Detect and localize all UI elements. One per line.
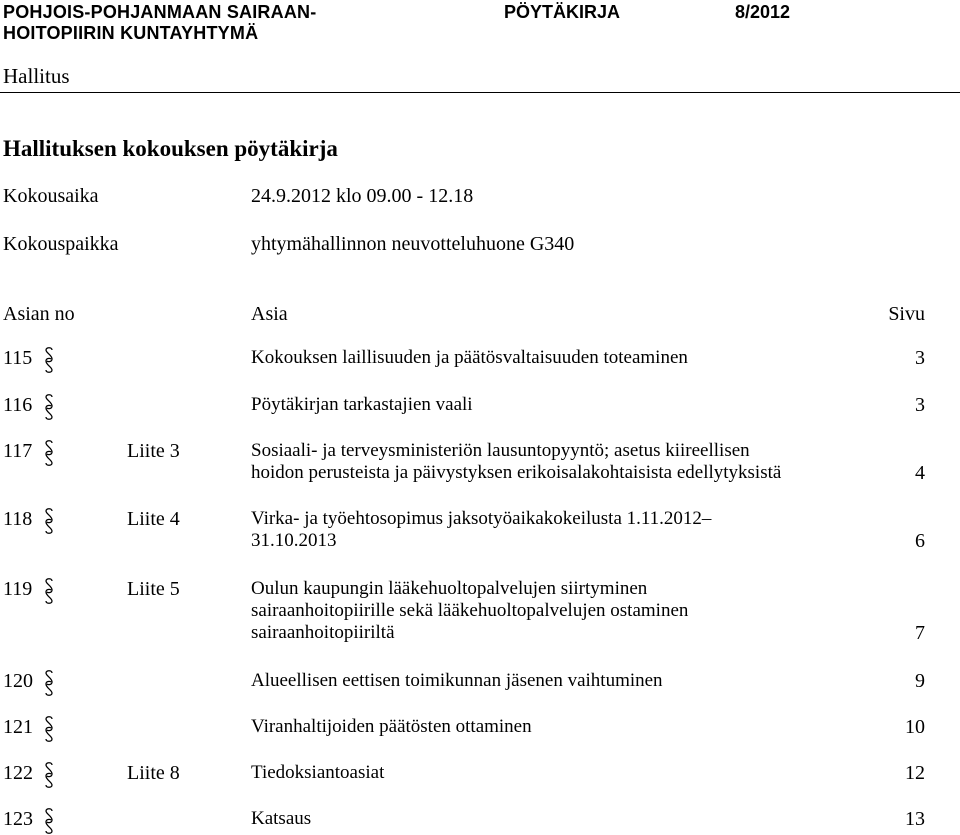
- agenda-page: 6: [915, 530, 925, 552]
- organization-name-line2: HOITOPIIRIN KUNTAYHTYMÄ: [3, 23, 259, 43]
- agenda-title: [251, 578, 891, 644]
- organization-name: [3, 2, 316, 44]
- agenda-title: [251, 347, 891, 369]
- agenda-title-line: Viranhaltijoiden päätösten ottaminen: [251, 716, 532, 737]
- agenda-page: 9: [915, 670, 925, 692]
- section-sign-icon: [43, 716, 55, 742]
- agenda-number: 117: [3, 440, 33, 462]
- meeting-time-value: 24.9.2012 klo 09.00 - 12.18: [251, 185, 474, 207]
- agenda-number: 116: [3, 394, 33, 416]
- agenda-title-line: Katsaus: [251, 808, 312, 829]
- agenda-attachment: Liite 8: [127, 762, 180, 784]
- document-number: 8/2012: [735, 2, 791, 22]
- agenda-title-line: Pöytäkirjan tarkastajien vaali: [251, 394, 473, 415]
- agenda-title-line: Tiedoksiantoasiat: [251, 762, 385, 783]
- column-header-subject: Asia: [251, 303, 288, 325]
- column-header-number: Asian no: [3, 303, 75, 325]
- organization-name-line1: POHJOIS-POHJANMAAN SAIRAAN-: [3, 2, 317, 22]
- section-sign-icon: [43, 762, 55, 788]
- agenda-page: 3: [915, 347, 925, 369]
- agenda-title: [251, 508, 891, 552]
- meeting-place-label: Kokouspaikka: [3, 233, 119, 255]
- agenda-title: [251, 762, 891, 784]
- section-sign-icon: [43, 670, 55, 696]
- agenda-number: 115: [3, 347, 33, 369]
- document-header: [0, 0, 960, 93]
- document-type: PÖYTÄKIRJA: [504, 2, 621, 22]
- meeting-time-label: Kokousaika: [3, 185, 99, 207]
- agenda-title-line: Virka- ja työehtosopimus jaksotyöaikakokeilusta 1.11.2012–: [251, 508, 712, 529]
- agenda-number: 121: [3, 716, 33, 738]
- agenda-title-line: Alueellisen eettisen toimikunnan jäsenen vaihtuminen: [251, 670, 663, 691]
- agenda-page: 12: [905, 762, 925, 784]
- agenda-page: 4: [915, 462, 925, 484]
- agenda-title-line: Kokouksen laillisuuden ja päätösvaltaisuuden toteaminen: [251, 347, 688, 368]
- agenda-page: 7: [915, 622, 925, 644]
- agenda-title-line: Sosiaali- ja terveysministeriön lausuntopyyntö; asetus kiireellisen: [251, 440, 750, 461]
- column-header-page: Sivu: [888, 303, 925, 325]
- agenda-number: 119: [3, 578, 33, 600]
- section-sign-icon: [43, 808, 55, 834]
- agenda-page: 13: [905, 808, 925, 830]
- agenda-attachment: Liite 3: [127, 440, 180, 462]
- section-sign-icon: [43, 347, 55, 373]
- agenda-title-line: hoidon perusteista ja päivystyksen erikoisalakohtaisista edellytyksistä: [251, 462, 782, 483]
- agenda-number: 120: [3, 670, 33, 692]
- agenda-page: 3: [915, 394, 925, 416]
- agenda-title-line: sairaanhoitopiiriltä: [251, 622, 395, 643]
- agenda-title-line: 31.10.2013: [251, 530, 337, 551]
- agenda-title: [251, 394, 891, 416]
- section-sign-icon: [43, 578, 55, 604]
- agenda-attachment: Liite 4: [127, 508, 180, 530]
- governing-body: Hallitus: [3, 64, 70, 88]
- section-sign-icon: [43, 394, 55, 420]
- agenda-number: 122: [3, 762, 33, 784]
- meeting-place-value: yhtymähallinnon neuvotteluhuone G340: [251, 233, 575, 255]
- agenda-number: 118: [3, 508, 33, 530]
- agenda-title: [251, 670, 891, 692]
- agenda-attachment: Liite 5: [127, 578, 180, 600]
- page-title: Hallituksen kokouksen pöytäkirja: [3, 136, 338, 161]
- section-sign-icon: [43, 508, 55, 534]
- agenda-number: 123: [3, 808, 33, 830]
- agenda-title: [251, 808, 891, 830]
- section-sign-icon: [43, 440, 55, 466]
- agenda-title: [251, 440, 891, 484]
- agenda-title-line: Oulun kaupungin lääkehuoltopalvelujen siirtyminen: [251, 578, 648, 599]
- agenda-page: 10: [905, 716, 925, 738]
- agenda-title: [251, 716, 891, 738]
- agenda-title-line: sairaanhoitopiirille sekä lääkehuoltopalvelujen ostaminen: [251, 600, 689, 621]
